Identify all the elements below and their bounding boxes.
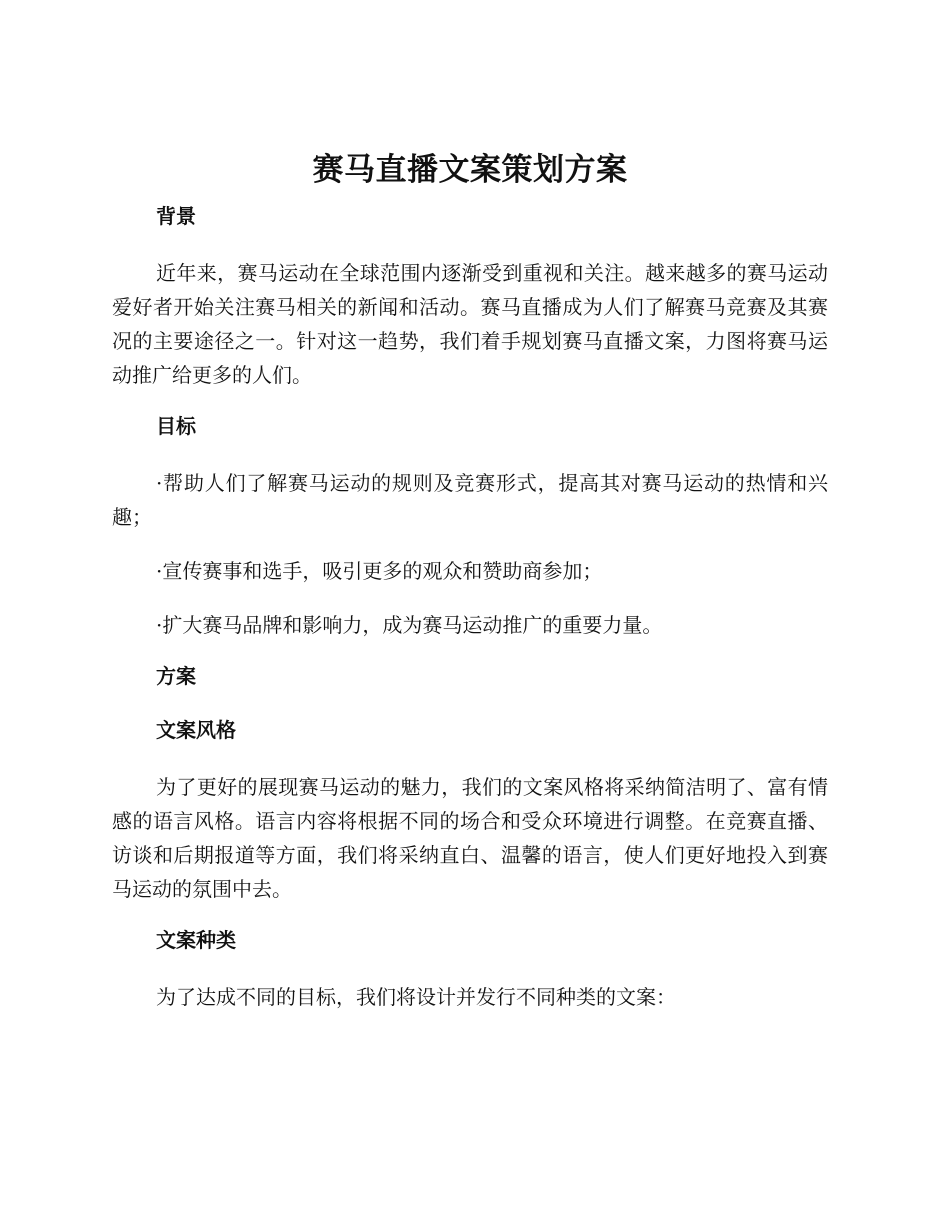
goal-item-2 [112, 554, 828, 588]
heading-goals: 目标 [156, 414, 196, 438]
goal-item-text: 宣传赛事和选手，吸引更多的观众和赞助商参加； [162, 559, 603, 583]
bullet-mark: · [156, 613, 163, 637]
heading-copy-types: 文案种类 [156, 928, 236, 952]
heading-background: 背景 [156, 204, 196, 228]
paragraph-copy-types: 为了达成不同的目标，我们将设计并发行不同种类的文案： [156, 985, 676, 1009]
goal-item-1 [112, 466, 828, 534]
bullet-mark: · [156, 559, 163, 583]
document-title: 赛马直播文案策划方案 [312, 152, 628, 188]
bullet-mark: · [156, 471, 163, 495]
paragraph-copy-style: 为了更好的展现赛马运动的魅力，我们的文案风格将采纳简洁明了、富有情感的语言风格。语言内容将根据不同的场合和受众环境进行调整。在竞赛直播、访谈和后期报道等方面，我们将采纳直白、温馨的语言，使人们更好地投入到赛马运动的氛围中去。 [112, 775, 828, 901]
goal-item-text: 帮助人们了解赛马运动的规则及竞赛形式，提高其对赛马运动的热情和兴趣； [112, 471, 828, 529]
paragraph-background: 近年来，赛马运动在全球范围内逐渐受到重视和关注。越来越多的赛马运动爱好者开始关注赛马相关的新闻和活动。赛马直播成为人们了解赛马竞赛及其赛况的主要途径之一。针对这一趋势，我们着手规划赛马直播文案，力图将赛马运动推广给更多的人们。 [112, 261, 828, 387]
goal-item-text: 扩大赛马品牌和影响力，成为赛马运动推广的重要力量。 [162, 613, 663, 637]
heading-copy-style: 文案风格 [156, 718, 236, 742]
goal-item-3 [112, 608, 828, 642]
heading-plan: 方案 [156, 664, 196, 688]
